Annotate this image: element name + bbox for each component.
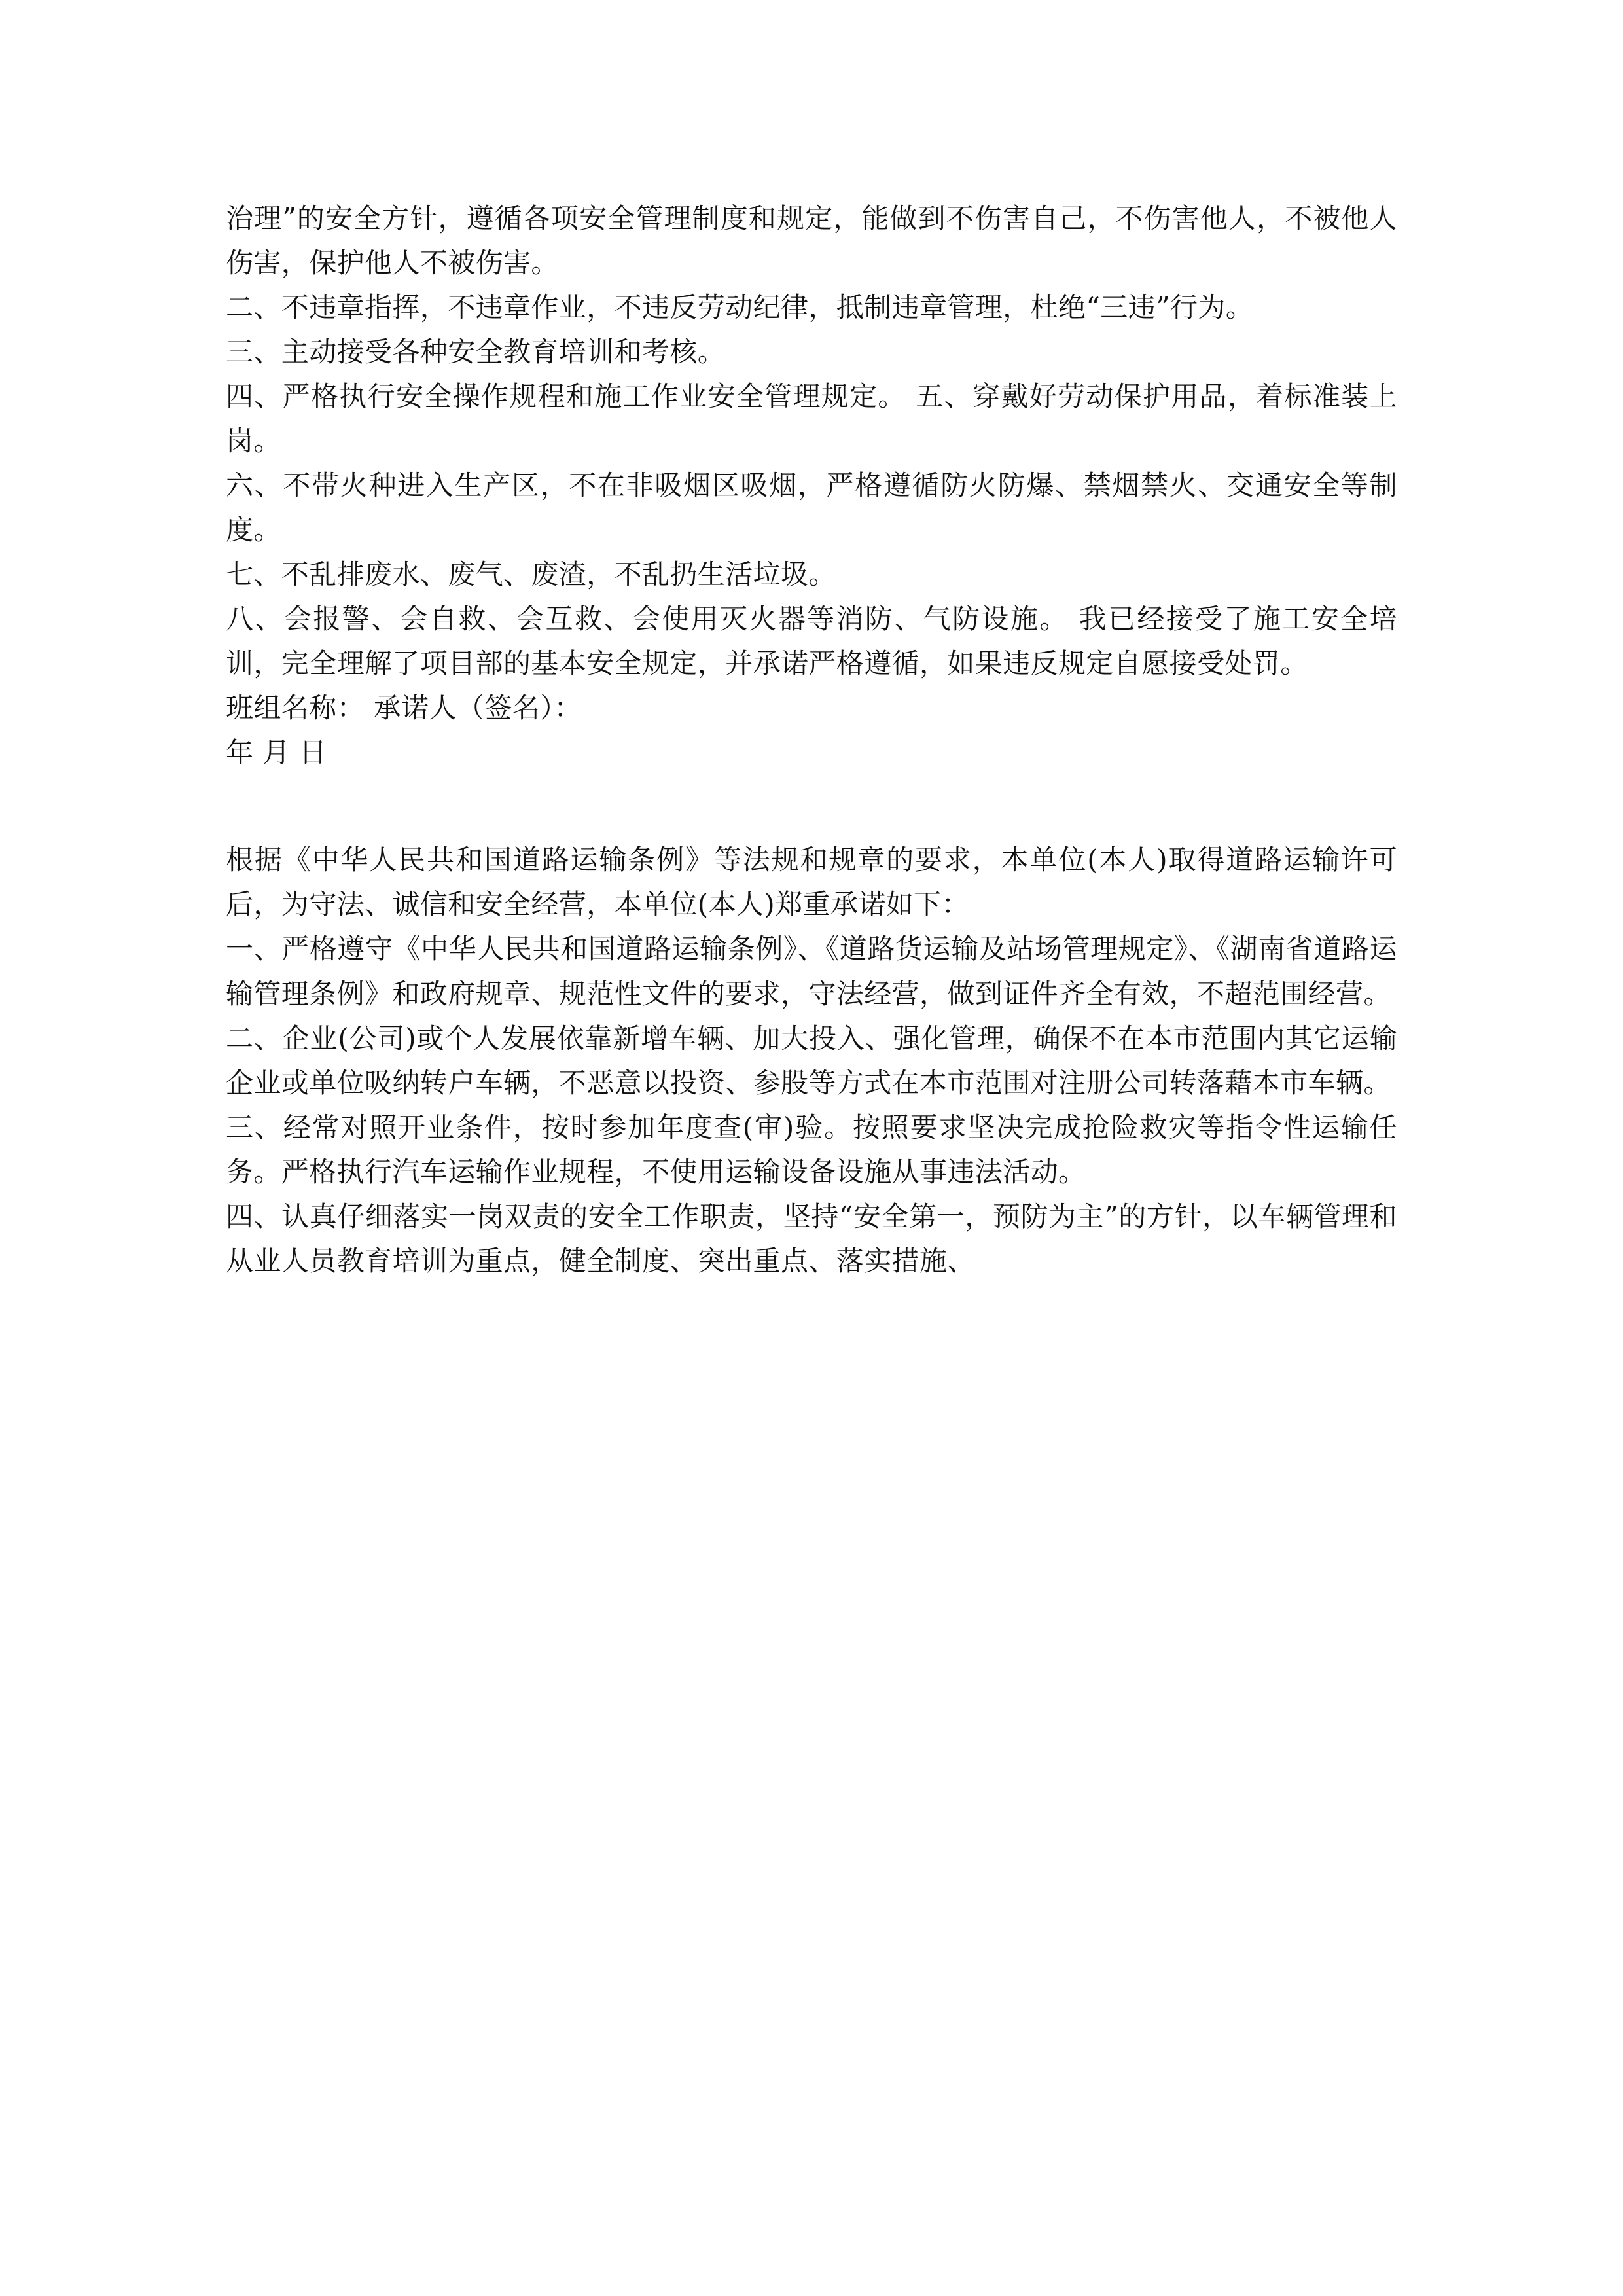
paragraph: 七、不乱排废水、废气、废渣，不乱扔生活垃圾。 [226,558,836,591]
section-safety-commitment [226,196,1397,775]
paragraph: 根据《中华人民共和国道路运输条例》等法规和规章的要求，本单位(本人)取得道路运输许可后，为守法、诚信和安全经营，本单位(本人)郑重承诺如下： [226,844,1397,921]
paragraph: 治理”的安全方针，遵循各项安全管理制度和规定，能做到不伤害自己，不伤害他人，不被他人伤害，保护他人不被伤害。 [226,202,1397,279]
paragraph: 二、企业(公司)或个人发展依靠新增车辆、加大投入、强化管理，确保不在本市范围内其它运输企业或单位吸纳转户车辆，不恶意以投资、参股等方式在本市范围对注册公司转落藉本市车辆。 [226,1022,1397,1099]
section-transport-commitment [226,838,1397,1283]
paragraph: 三、经常对照开业条件，按时参加年度查(审)验。按照要求坚决完成抢险救灾等指令性运输任务。严格执行汽车运输作业规程，不使用运输设备设施从事违法活动。 [226,1111,1397,1188]
section-divider-space [226,775,1397,838]
signature-line: 班组名称： 承诺人（签名）： [226,692,582,725]
paragraph: 一、严格遵守《中华人民共和国道路运输条例》、《道路货运输及站场管理规定》、《湖南省道路运输管理条例》和政府规章、规范性文件的要求，守法经营，做到证件齐全有效，不超范围经营。 [226,933,1397,1010]
paragraph: 三、主动接受各种安全教育培训和考核。 [226,336,726,368]
paragraph: 四、严格执行安全操作规程和施工作业安全管理规定。 五、穿戴好劳动保护用品，着标准装上岗。 [226,380,1397,457]
paragraph: 八、会报警、会自救、会互救、会使用灭火器等消防、气防设施。 我已经接受了施工安全培训，完全理解了项目部的基本安全规定，并承诺严格遵循，如果违反规定自愿接受处罚。 [226,603,1397,680]
paragraph: 四、认真仔细落实一岗双责的安全工作职责，坚持“安全第一，预防为主”的方针，以车辆管理和从业人员教育培训为重点，健全制度、突出重点、落实措施、 [226,1200,1397,1277]
paragraph: 二、不违章指挥，不违章作业，不违反劳动纪律，抵制违章管理，杜绝“三违”行为。 [226,291,1254,324]
date-line: 年 月 日 [226,736,327,769]
document-body [226,196,1397,1283]
paragraph: 六、不带火种进入生产区，不在非吸烟区吸烟，严格遵循防火防爆、禁烟禁火、交通安全等制度。 [226,469,1397,547]
